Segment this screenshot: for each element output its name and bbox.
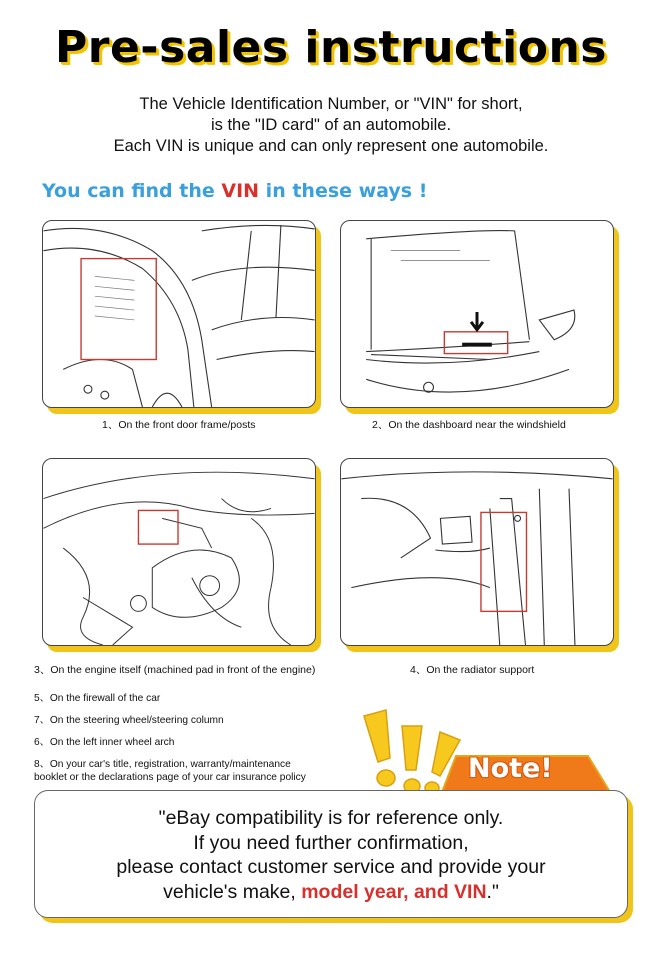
windshield-drawing	[341, 221, 613, 407]
radiator-support-illustration	[340, 458, 614, 646]
list-item: 7、On the steering wheel/steering column	[34, 715, 224, 726]
intro-line-1: The Vehicle Identification Number, or "VIN" for short,	[139, 95, 523, 113]
more-vin-locations-list	[34, 688, 306, 784]
note-box-text	[34, 806, 628, 904]
model-year-highlight: model year	[301, 880, 404, 903]
list-item	[34, 758, 306, 784]
intro-text	[0, 94, 662, 157]
note-line-3: please contact customer service and provide your	[116, 856, 546, 878]
list-item: 6、On the left inner wheel arch	[34, 737, 175, 748]
exclamation-marks-icon	[356, 708, 466, 798]
note-line-4-pre: vehicle's make,	[163, 880, 302, 903]
note-line-4-mid: ,	[403, 880, 414, 903]
caption-1: 1、On the front door frame/posts	[102, 419, 256, 431]
door-frame-illustration	[42, 220, 316, 408]
note-line-4-post: ."	[486, 880, 499, 903]
note-line-2: If you need further confirmation,	[193, 831, 469, 854]
engine-illustration	[42, 458, 316, 646]
engine-drawing	[43, 459, 315, 645]
caption-4: 4、On the radiator support	[410, 664, 535, 676]
list-item-8-line-1: 8、On your car's title, registration, warranty/maintenance	[34, 759, 291, 770]
caption-3: 3、On the engine itself (machined pad in front of the engine)	[34, 664, 316, 676]
list-item-8-line-2: booklet or the declarations page of your car insurance policy	[34, 772, 306, 783]
subhead-part-2: in these ways !	[259, 180, 428, 202]
list-item: 5、On the firewall of the car	[34, 693, 161, 704]
radiator-support-drawing	[341, 459, 613, 645]
note-label: Note!	[468, 753, 553, 784]
page-title: Pre-sales instructions	[55, 22, 607, 73]
windshield-illustration	[340, 220, 614, 408]
subhead-vin: VIN	[221, 180, 260, 202]
vin-locations-heading	[42, 180, 427, 202]
intro-line-3: Each VIN is unique and can only represent one automobile.	[113, 137, 549, 155]
subhead-part-1: You can find the	[42, 180, 222, 202]
caption-2: 2、On the dashboard near the windshield	[372, 419, 566, 431]
vin-highlight: and VIN	[413, 880, 487, 903]
note-line-4	[34, 880, 628, 905]
note-line-1: "eBay compatibility is for reference only.	[158, 807, 504, 829]
door-frame-drawing	[43, 221, 315, 407]
intro-line-2: is the "ID card" of an automobile.	[210, 116, 452, 134]
